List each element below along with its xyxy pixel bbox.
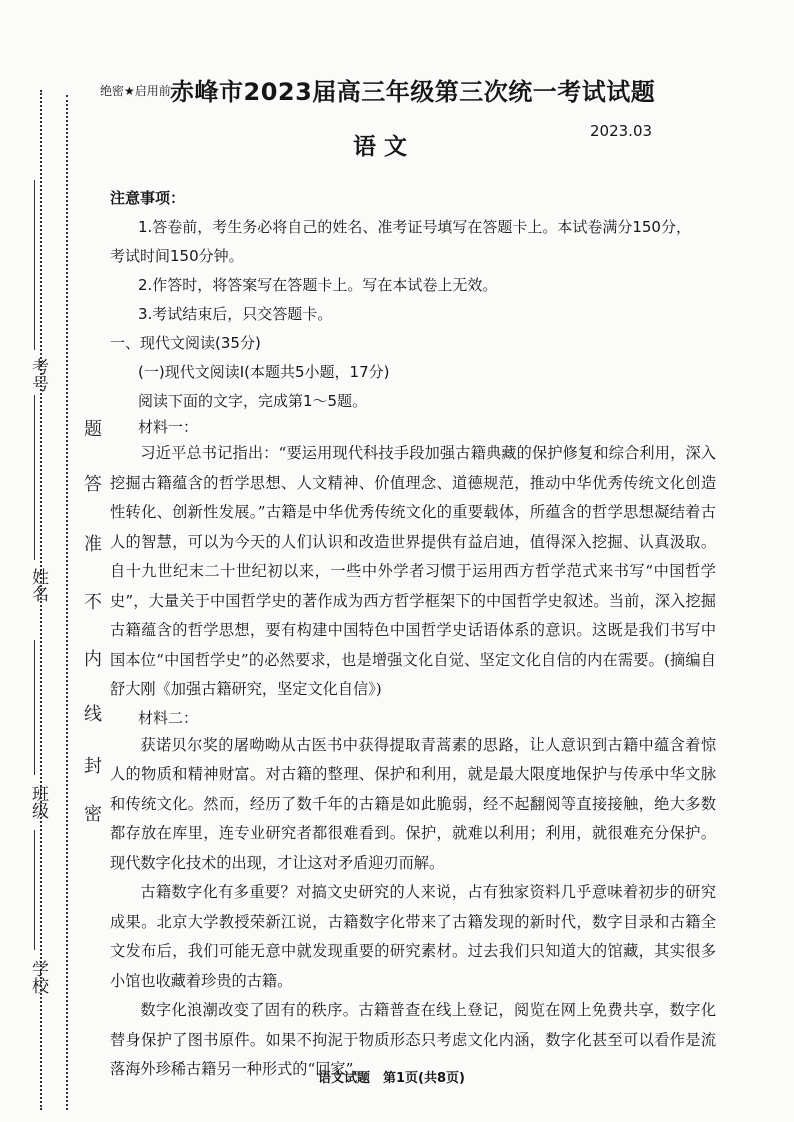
class-label: 班级 <box>28 785 48 819</box>
notes-heading: 注意事项： <box>110 189 186 207</box>
secret-label: 绝密★启用前 <box>100 84 171 98</box>
seal-char: 封 <box>84 756 102 777</box>
material2-para2: 古籍数字化有多重要？对搞文史研究的人来说，占有独家资料几乎意味着初步的研究成果。北京大学教授荣新江说，古籍数字化带来了古籍发现的新时代，数字目录和古籍全文发布后，我们可能无意中就发现重要的研究素材。过去我们只知道大的馆藏，其实很多小馆也收藏着珍贵的古籍。 <box>110 883 716 990</box>
exam-body <box>110 188 716 1085</box>
section-heading: 一、现代文阅读(35分) <box>110 334 261 352</box>
seal-char: 准 <box>84 534 102 555</box>
seal-char: 内 <box>84 649 102 670</box>
seal-char: 题 <box>84 419 102 440</box>
material2-para3: 数字化浪潮改变了固有的秩序。古籍普查在线上登记，阅览在网上免费共享，数字化替身保护了图书原件。如果不拘泥于物质形态只考虑文化内涵，数字化甚至可以看作是流落海外珍稀古籍另一种形式的“回家”。 <box>110 1001 716 1078</box>
subsection-heading: (一)现代文阅读Ⅰ(本题共5小题，17分) <box>138 363 390 381</box>
note-item-1a: 1.答卷前，考生务必将自己的姓名、准考证号填写在答题卡上。本试卷满分150分， <box>138 218 691 236</box>
seal-line <box>66 95 68 1110</box>
school-field[interactable] <box>34 830 35 950</box>
reading-direction: 阅读下面的文字，完成第1～5题。 <box>138 392 368 410</box>
subject-title: 语 文 <box>353 134 408 160</box>
student-number-label: 考号 <box>28 358 48 392</box>
note-item-3: 3.考试结束后，只交答题卡。 <box>138 305 333 323</box>
material2-label: 材料二： <box>138 708 199 727</box>
seal-char: 答 <box>84 474 102 495</box>
material2-para1: 获诺贝尔奖的屠呦呦从古医书中获得提取青蒿素的思路，让人意识到古籍中蕴含着惊人的物质和精神财富。对古籍的整理、保护和利用，就是最大限度地保护与传承中华文脉和传统文化。然而，经历了数千年的古籍是如此脆弱，经不起翻阅等直接接触，绝大多数都存放在库里，连专业研究者都很难看到。保护，就难以利用；利用，就很难充分保护。现代数字化技术的出现，才让这对矛盾迎刃而解。 <box>110 735 716 872</box>
material1-label: 材料一： <box>138 418 199 436</box>
note-item-1b: 考试时间150分钟。 <box>110 247 244 265</box>
name-field[interactable] <box>34 395 35 560</box>
class-field[interactable] <box>34 640 35 775</box>
seal-char: 不 <box>84 592 102 613</box>
note-item-2: 2.作答时，将答案写在答题卡上。写在本试卷上无效。 <box>138 276 498 294</box>
material1-text: 习近平总书记指出：“要运用现代科技手段加强古籍典藏的保护修复和综合利用，深入挖掘古籍蕴含的哲学思想、人文精神、价值理念、道德规范，推动中华优秀传统文化创造性转化、创新性发展。”古籍是中华优秀传统文化的重要载体，所蕴含的哲学思想凝结着古人的智慧，可以为今天的人们认识和改造世界提供有益启迪，值得深入挖掘、认真汲取。自十九世纪末二十世纪初以来，一些中外学者习惯于运用西方哲学范式来书写“中国哲学史”，大量关于中国哲学史的著作成为西方哲学框架下的中国哲学史叙述。当前，深入挖掘古籍蕴含的哲学思想，要有构建中国特色中国哲学史话语体系的意识。这既是我们书写中国本位“中国哲学史”的必然要求，也是增强文化自觉、坚定文化自信的内在需要。(摘编自舒大刚《加强古籍研究，坚定文化自信》) <box>110 444 716 698</box>
page-footer: 语文试题 第1页(共8页) <box>318 1071 465 1086</box>
exam-date: 2023.03 <box>590 122 653 140</box>
school-label: 学校 <box>28 960 48 994</box>
exam-title: 赤峰市2023届高三年级第三次统一考试试题 <box>170 78 656 106</box>
seal-char: 密 <box>84 804 102 825</box>
binding-margin <box>0 0 105 1122</box>
seal-char: 线 <box>84 704 102 725</box>
student-number-field[interactable] <box>34 180 35 350</box>
name-label: 姓名 <box>28 568 48 602</box>
